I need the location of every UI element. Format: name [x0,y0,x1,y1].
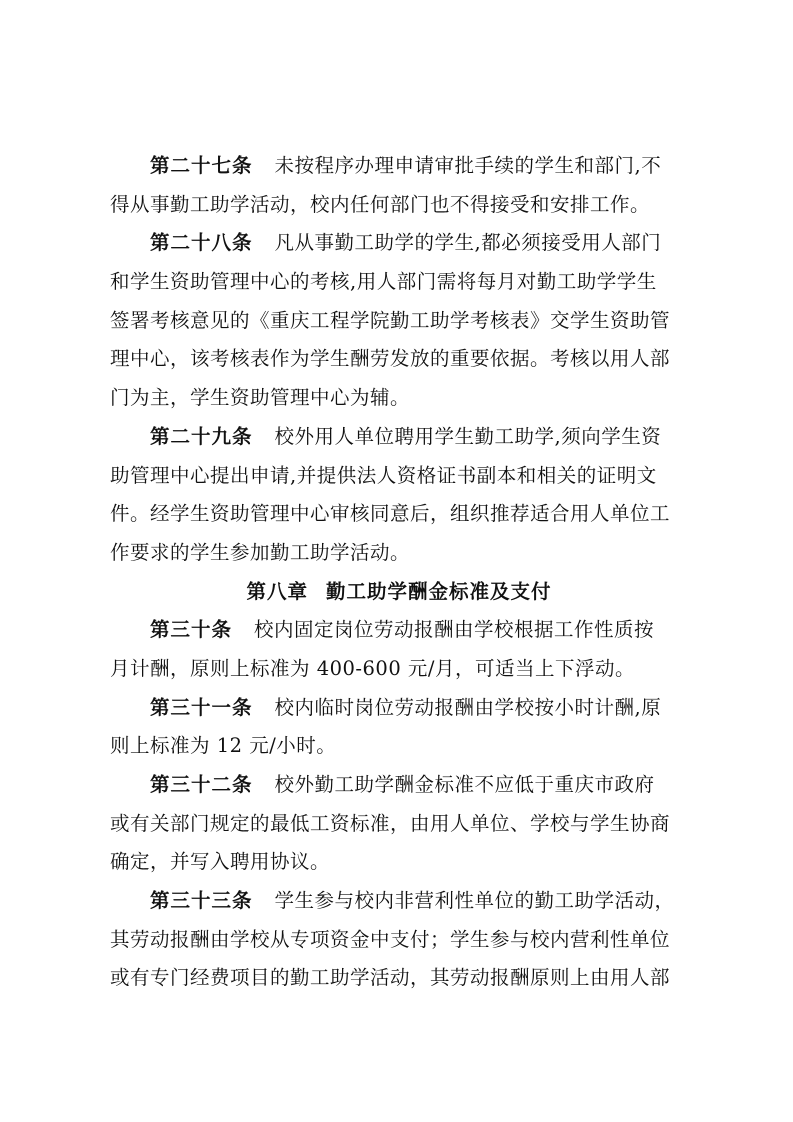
article-line: 或有关部门规定的最低工资标准，由用人单位、学校与学生协商 [110,811,671,835]
article-line: 理中心，该考核表作为学生酬劳发放的重要依据。考核以用人部 [110,347,671,371]
article-number: 第二十九条 [150,424,253,448]
article-text: 学生参与校内非营利性单位的勤工助学活动， [274,889,675,913]
article-31 [110,689,688,766]
article-27 [110,147,688,224]
article-line: 作要求的学生参加勤工助学活动。 [110,540,411,564]
article-number: 第三十条 [150,618,233,642]
article-first-line [110,224,688,263]
article-line: 确定，并写入聘用协议。 [110,850,331,874]
article-first-line [110,766,688,805]
article-line: 件。经学生资助管理中心审核同意后，组织推荐适合用人单位工 [110,502,671,526]
article-text: 凡从事勤工助学的学生,都必须接受用人部门 [274,231,662,255]
article-29 [110,418,688,573]
article-text: 校外勤工助学酬金标准不应低于重庆市政府 [274,773,655,796]
article-first-line [110,147,688,186]
article-line: 得从事勤工助学活动，校内任何部门也不得接受和安排工作。 [110,192,651,216]
article-text: 校内临时岗位劳动报酬由学校按小时计酬,原 [274,695,662,719]
article-number: 第二十八条 [150,231,253,255]
article-first-line [110,689,688,728]
article-text: 未按程序办理申请审批手续的学生和部门,不 [274,154,662,177]
article-line: 或有专门经费项目的勤工助学活动，其劳动报酬原则上由用人部 [110,966,671,990]
article-line: 月计酬，原则上标准为 400-600 元/月，可适当上下浮动。 [110,656,635,680]
article-line: 门为主，学生资助管理中心为辅。 [110,386,411,410]
article-28 [110,224,688,417]
article-33 [110,882,688,998]
article-line: 则上标准为 12 元/小时。 [110,734,337,758]
article-number: 第三十一条 [150,695,253,719]
article-line: 签署考核意见的《重庆工程学院勤工助学考核表》交学生资助管 [110,308,671,332]
chapter-heading [110,573,688,612]
article-number: 第二十七条 [150,154,253,177]
article-30 [110,611,688,688]
article-line: 其劳动报酬由学校从专项资金中支付；学生参与校内营利性单位 [110,927,671,951]
article-number: 第三十二条 [150,773,253,796]
chapter-title: 勤工助学酬金标准及支付 [326,579,552,603]
article-first-line [110,882,688,921]
article-line: 助管理中心提出申请,并提供法人资格证书副本和相关的证明文 [110,463,657,487]
chapter-number: 第八章 [246,579,308,603]
article-first-line [110,611,688,650]
article-text: 校内固定岗位劳动报酬由学校根据工作性质按 [254,618,655,642]
article-number: 第三十三条 [150,889,253,913]
article-32 [110,766,688,882]
article-first-line [110,418,688,457]
article-text: 校外用人单位聘用学生勤工助学,须向学生资 [274,424,662,448]
article-line: 和学生资助管理中心的考核,用人部门需将每月对勤工助学学生 [110,270,657,294]
document-page [110,147,688,998]
